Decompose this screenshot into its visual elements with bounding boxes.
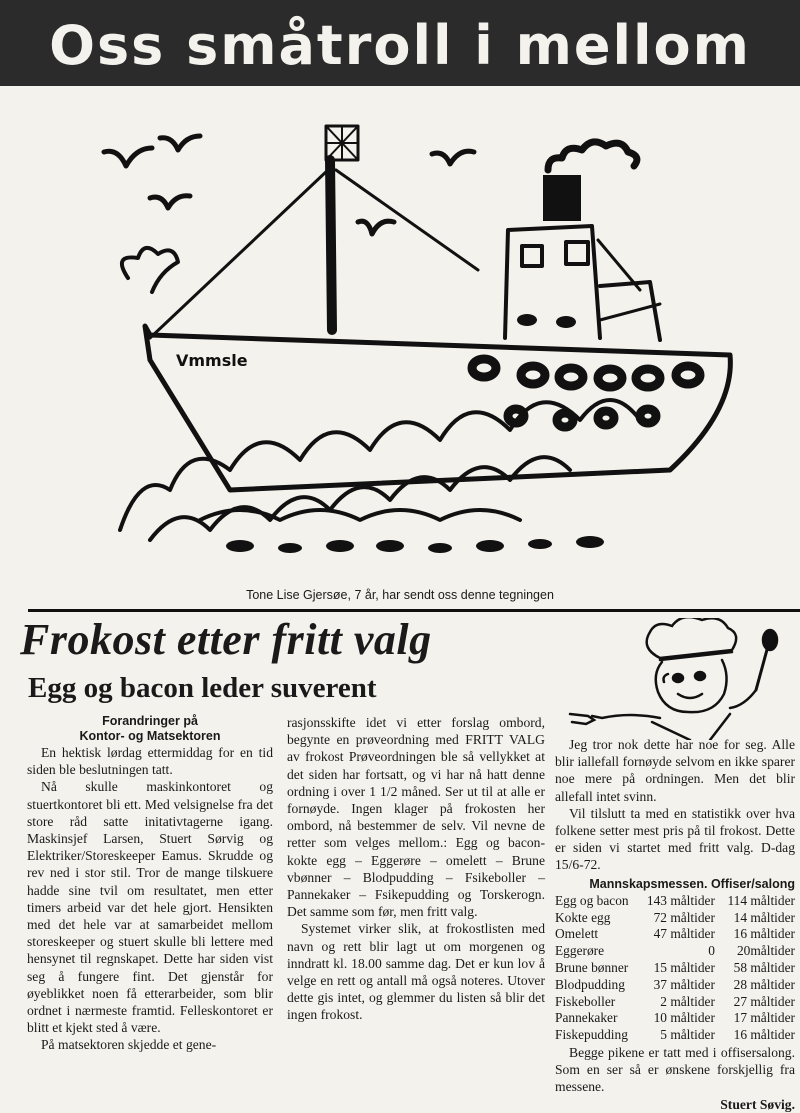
paragraph: En hektisk lørdag ettermiddag for en tid siden ble beslutningen tatt.	[27, 745, 273, 778]
dish-cell: Kokte egg	[555, 909, 611, 925]
officer-cell: 20måltider	[736, 943, 795, 959]
wave	[150, 457, 570, 540]
bird-icon	[150, 196, 190, 208]
dish-cell: Pannekaker	[555, 1010, 618, 1026]
officer-cell: 27 måltider	[733, 993, 795, 1009]
paragraph: rasjonsskifte idet vi etter forslag ombord, begynte en prøveordning med FRITT VALG av frokost Prøveordningen ble så vellykket at det siden har fortsatt, og vi har nå hatt denne ordning i over 1 1/2 måned. Ser ut til at alle er fornøyde. Ingen klager på frokosten her ombord, nå bestemmer de selv. Vil nevne de retter som velges mellom.: Egg og bacon- kokte egg – Eggerøre – omelett – Brune vbønner – Blodpudding – Fsikeboller – Pannekaker – Fsikepudding og Torskerogn. Det samme som før, men fritt valg.	[287, 715, 545, 920]
crew-cell: 72 måltider	[653, 909, 715, 925]
funnel	[543, 175, 581, 221]
table-row	[555, 926, 795, 943]
paragraph: Jeg tror nok dette har noe for seg. Alle blir iallefall fornøyde selvom en ikke sparer noe mere på ordningen. Men det blir allefall intet svinn.	[555, 737, 795, 804]
officer-cell: 58 måltider	[733, 960, 795, 976]
section-heading: Forandringer på	[102, 714, 198, 728]
officer-cell: 16 måltider	[733, 926, 795, 942]
article-column-1	[27, 714, 273, 1054]
bow-ornament-icon	[122, 248, 178, 292]
paragraph: Begge pikene er tatt med i offisersalong. Som en ser så er ønskene forskjellig fra messene.	[555, 1045, 795, 1095]
article-headline: Frokost etter fritt valg	[20, 615, 432, 664]
officer-cell: 16 måltider	[733, 1027, 795, 1043]
section-heading: Kontor- og Matsektoren	[79, 729, 221, 743]
author-signature: Stuert Søvig.	[720, 1096, 795, 1112]
table-row	[555, 1027, 795, 1044]
dish-cell: Brune bønner	[555, 960, 629, 976]
article-subhead: Egg og bacon leder suverent	[28, 672, 377, 704]
article-column-3	[555, 736, 795, 1113]
table-row	[555, 910, 795, 927]
banner-title: Oss småtroll i mellom	[49, 14, 751, 77]
divider	[28, 609, 800, 612]
dish-cell: Fiskepudding	[555, 1027, 628, 1043]
mast	[330, 160, 332, 330]
table-row	[555, 977, 795, 994]
table-row	[555, 943, 795, 960]
officer-cell: 17 måltider	[733, 1010, 795, 1026]
dish-cell: Omelett	[555, 926, 599, 942]
crew-cell: 5 måltider	[660, 1027, 715, 1043]
table-row	[555, 1010, 795, 1027]
crew-cell: 15 måltider	[653, 960, 715, 976]
officer-cell: 114 måltider	[727, 892, 795, 908]
dish-cell: Blodpudding	[555, 976, 625, 992]
dish-cell: Eggerøre	[555, 943, 605, 959]
article-column-2	[287, 714, 545, 1024]
table-row	[555, 994, 795, 1011]
crew-cell: 2 måltider	[660, 993, 715, 1009]
ship-name-scribble: Vmmsle	[176, 351, 248, 370]
crew-cell: 47 måltider	[653, 926, 715, 942]
drawing-caption: Tone Lise Gjersøe, 7 år, har sendt oss denne tegningen	[246, 588, 554, 602]
paragraph: På matsektoren skjedde et gene-	[41, 1037, 217, 1053]
dish-cell: Egg og bacon	[555, 892, 629, 908]
dish-cell: Fiskeboller	[555, 993, 616, 1009]
bird-icon	[358, 221, 394, 234]
crew-cell: 143 måltider	[646, 892, 715, 908]
officer-cell: 28 måltider	[733, 976, 795, 992]
table-row	[555, 893, 795, 910]
paragraph: Nå skulle maskinkontoret og stuertkontoret bli ett. Med velsignelse fra det store råd satte initativtagerne igang. Maskinsjef Larsen, Stuert Sørvig og Elektriker/Storeskeeper Eamus. Skrudde og rev ned i stor stil. Tror de mange tilskuere hadde sine tvil om resultatet, men etter timers arbeid var det hele gjort. Hensikten med det hele var at samarbeidet mellom storeskeeper og stuert skulle bli lettere med hensynet til regnskapet. Dette har siden vist seg å fungere fint. Det gjenstår for øyeblikket noen få etterarbeider, som blir ordnet i nærmeste framtid. Felleskontoret er blitt et kjekt sted å være.	[27, 779, 273, 1036]
chef-illustration	[560, 618, 780, 740]
crew-cell: 0	[708, 943, 715, 959]
crew-cell: 10 måltider	[653, 1010, 715, 1026]
ship-drawing	[0, 90, 800, 590]
smoke-icon	[548, 142, 637, 170]
bird-icon	[160, 136, 200, 150]
officer-cell: 14 måltider	[733, 909, 795, 925]
spoon-icon	[756, 646, 768, 690]
wave	[200, 510, 520, 520]
stats-table	[555, 893, 795, 1044]
stats-title: Mannskapsmessen. Offiser/salong	[589, 876, 795, 891]
bird-icon	[104, 148, 152, 166]
paragraph: Systemet virker slik, at frokostlisten med navn og rett blir lagt ut om morgenen og inndratt kl. 18.00 samme dag. Det er kun lov å velge en rett og antall må også noteres. Utover dette gis intet, og glemmer du listen så blir det ingen frokost.	[287, 921, 545, 1023]
crew-cell: 37 måltider	[653, 976, 715, 992]
table-row	[555, 960, 795, 977]
banner	[0, 0, 800, 86]
bird-icon	[432, 151, 474, 164]
paragraph: Vil tilslutt ta med en statistikk over hva folkene setter mest pris på til frokost. Dette er siden vi startet med fritt valg. D-dag 15/6-72.	[555, 805, 795, 873]
